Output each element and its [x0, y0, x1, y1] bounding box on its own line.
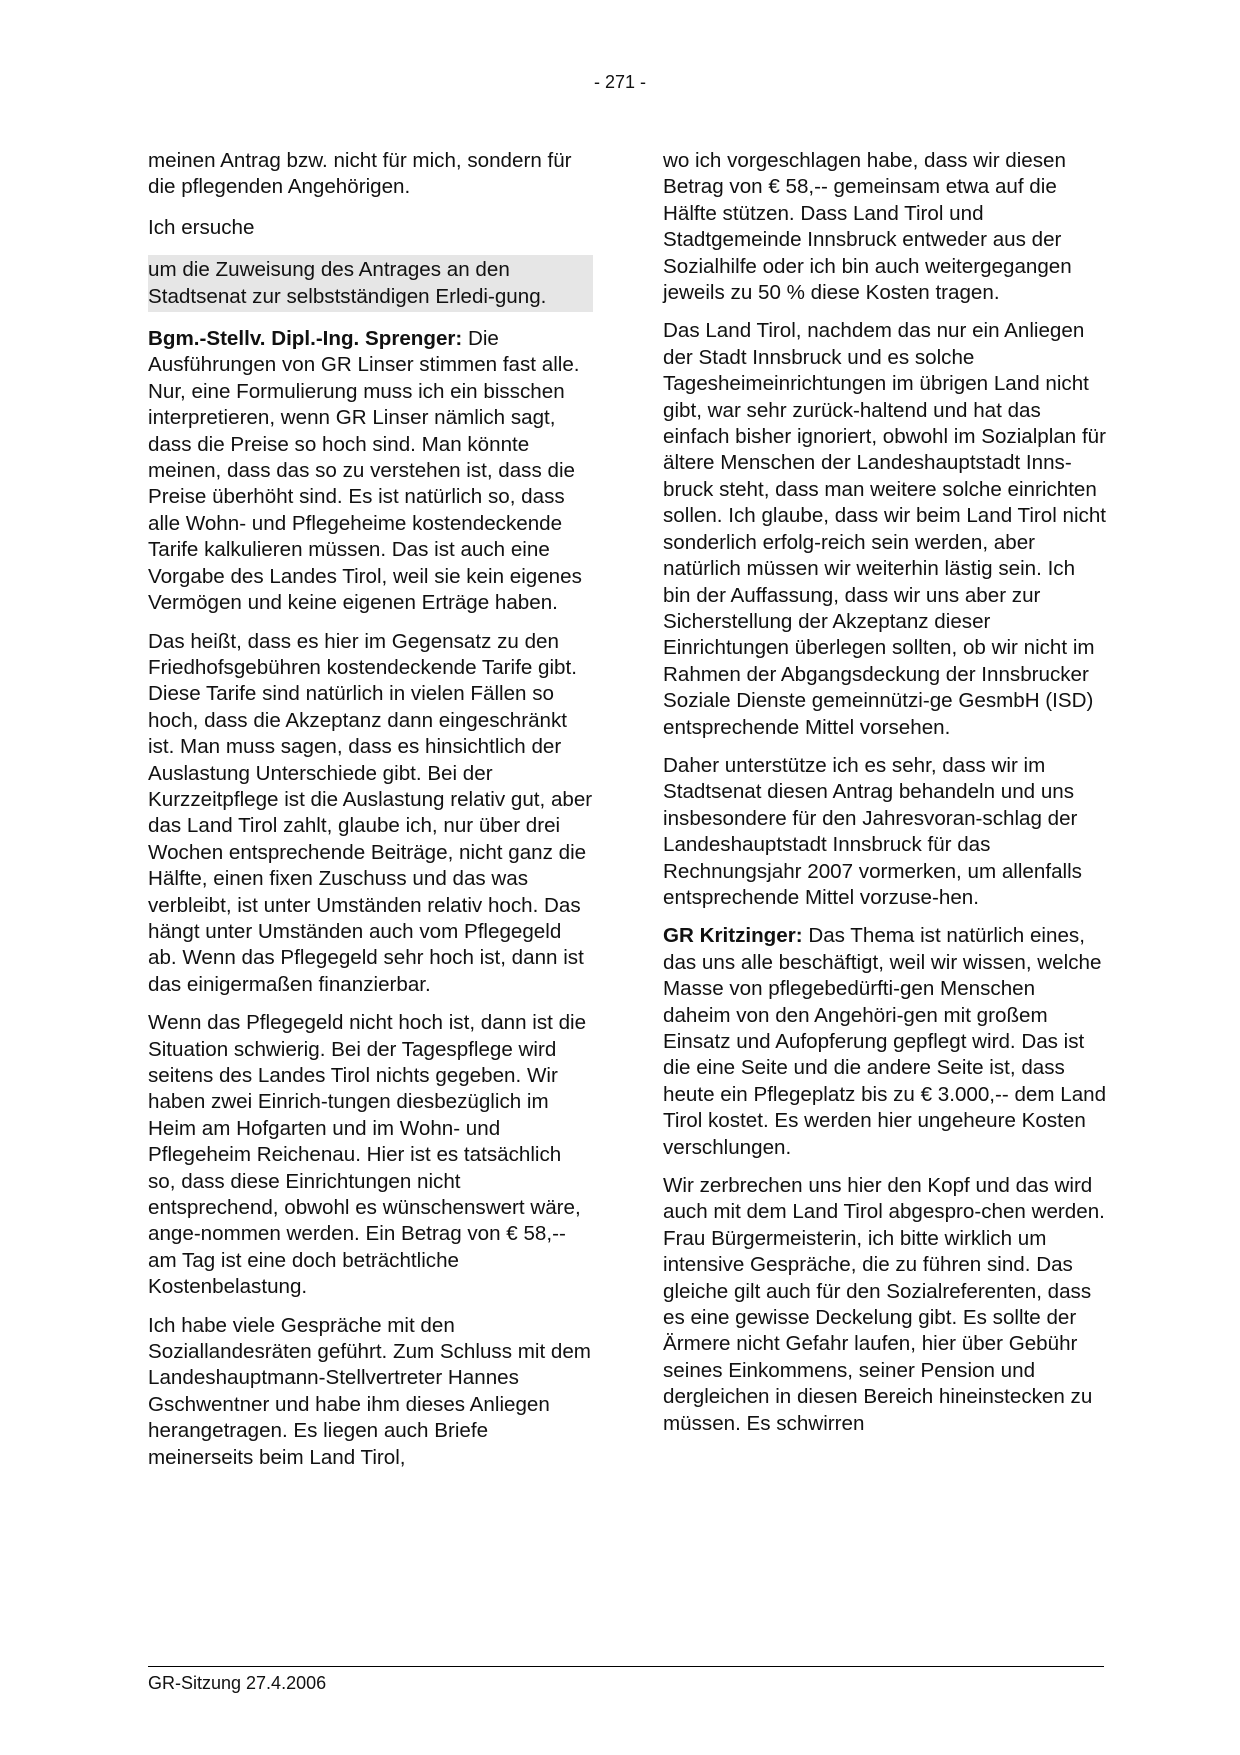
paragraph: Das Land Tirol, nachdem das nur ein Anliegen der Stadt Innsbruck und es solche Tagesheimeinrichtungen im übrigen Land nicht gibt, war sehr zurück-haltend und hat das einfach bisher ignoriert, obwohl im Sozialplan für ältere Menschen der Landeshauptstadt Inns-bruck steht, dass man weitere solche einrichten sollen. Ich glaube, dass wir beim Land Tirol nicht sonderlich erfolg-reich sein werden, aber natürlich müssen wir weiterhin lästig sein. Ich bin der Auffassung, dass wir uns aber zur Sicherstellung der Akzeptanz dieser Einrichtungen überlegen sollten, ob wir nicht im Rahmen der Abgangsdeckung der Innsbrucker Soziale Dienste gemeinnützi-ge GesmbH (ISD) entsprechende Mittel vorsehen. [663, 319, 1106, 739]
paragraph: meinen Antrag bzw. nicht für mich, sondern für die pflegenden Angehörigen. [148, 149, 572, 199]
page-number: - 271 - [593, 72, 647, 92]
speech-paragraph [663, 923, 1108, 1161]
paragraph: Daher unterstütze ich es sehr, dass wir im Stadtsenat diesen Antrag behandeln und uns insbesondere für den Jahresvoran-schlag der Landeshauptstadt Innsbruck für das Rechnungsjahr 2007 vormerken, um allenfalls entsprechende Mittel vorzuse-hen. [663, 753, 1082, 909]
paragraph: Ich ersuche [148, 215, 255, 239]
left-column [148, 148, 593, 1483]
paragraph: Wir zerbrechen uns hier den Kopf und das wird auch mit dem Land Tirol abgespro-chen werden. Frau Bürgermeisterin, ich bitte wirklich um intensive Gespräche, die zu führen sind. Das gleiche gilt auch für den Sozialreferenten, dass es eine gewisse Deckelung gibt. Es sollte der Ärmere nicht Gefahr laufen, hier über Gebühr seines Einkommens, seiner Pension und dergleichen in diesen Bereich hineinstecken zu müssen. Es schwirren [663, 1174, 1105, 1435]
speaker-name: Bgm.-Stellv. Dipl.-Ing. Sprenger: [148, 327, 463, 351]
paragraph: Das heißt, dass es hier im Gegensatz zu den Friedhofsgebühren kostendeckende Tarife gibt. Diese Tarife sind natürlich in vielen Fällen so hoch, dass die Akzeptanz dann eingeschränkt ist. Man muss sagen, dass es hinsichtlich der Auslastung Unterschiede gibt. Bei der Kurzzeitpflege ist die Auslastung relativ gut, aber das Land Tirol zahlt, glaube ich, nur über drei Wochen entsprechende Beiträge, nicht ganz die Hälfte, einen fixen Zuschuss und das was verbleibt, ist unter Umständen relativ hoch. Das hängt unter Umständen auch vom Pflegegeld ab. Wenn das Pflegegeld sehr hoch ist, dann ist das einigermaßen finanzierbar. [148, 629, 593, 996]
speech-paragraph [148, 326, 593, 616]
speech-text: Das Thema ist natürlich eines, das uns alle beschäftigt, weil wir wissen, welche Masse von pflegebedürfti-gen Menschen daheim von den Angehöri-gen mit großem Einsatz und Aufopferung gepflegt wird. Das ist die eine Seite und die andere Seite ist, dass heute ein Pflegeplatz bis zu € 3.000,-- dem Land Tirol kostet. Es werden hier ungeheure Kosten verschlungen. [663, 924, 1107, 1159]
paragraph: Wenn das Pflegegeld nicht hoch ist, dann ist die Situation schwierig. Bei der Tagespflege wird seitens des Landes Tirol nichts gegeben. Wir haben zwei Einrich-tungen diesbezüglich im Heim am Hofgarten und im Wohn- und Pflegeheim Reichenau. Hier ist es tatsächlich so, dass diese Einrichtungen nicht entsprechend, obwohl es wünschenswert wäre, ange-nommen werden. Ein Betrag von € 58,-- am Tag ist eine doch beträchtliche Kostenbelastung. [148, 1011, 587, 1299]
paragraph: wo ich vorgeschlagen habe, dass wir diesen Betrag von € 58,-- gemeinsam etwa auf die Hälfte stützen. Dass Land Tirol und Stadtgemeinde Innsbruck entweder aus der Sozialhilfe oder ich bin auch weitergegangen jeweils zu 50 % diese Kosten tragen. [663, 149, 1072, 305]
right-column [663, 148, 1108, 1449]
footer-divider [148, 1666, 1104, 1667]
speech-text: Die Ausführungen von GR Linser stimmen fast alle. Nur, eine Formulierung muss ich ein bisschen interpretieren, wenn GR Linser nämlich sagt, dass die Preise so hoch sind. Man könnte meinen, dass das so zu verstehen ist, dass die Preise überhöht sind. Es ist natürlich so, dass alle Wohn- und Pflegeheime kostendeckende Tarife kalkulieren müssen. Das ist auch eine Vorgabe des Landes Tirol, weil sie kein eigenes Vermögen und keine eigenen Erträge haben. [148, 327, 582, 615]
request-box: um die Zuweisung des Antrages an den Stadtsenat zur selbstständigen Erledi-gung. [148, 255, 593, 312]
paragraph: Ich habe viele Gespräche mit den Soziallandesräten geführt. Zum Schluss mit dem Landeshauptmann-Stellvertreter Hannes Gschwentner und habe ihm dieses Anliegen herangetragen. Es liegen auch Briefe meinerseits beim Land Tirol, [148, 1313, 591, 1469]
footer-session-label: GR-Sitzung 27.4.2006 [148, 1673, 327, 1693]
speaker-name: GR Kritzinger: [663, 924, 803, 948]
